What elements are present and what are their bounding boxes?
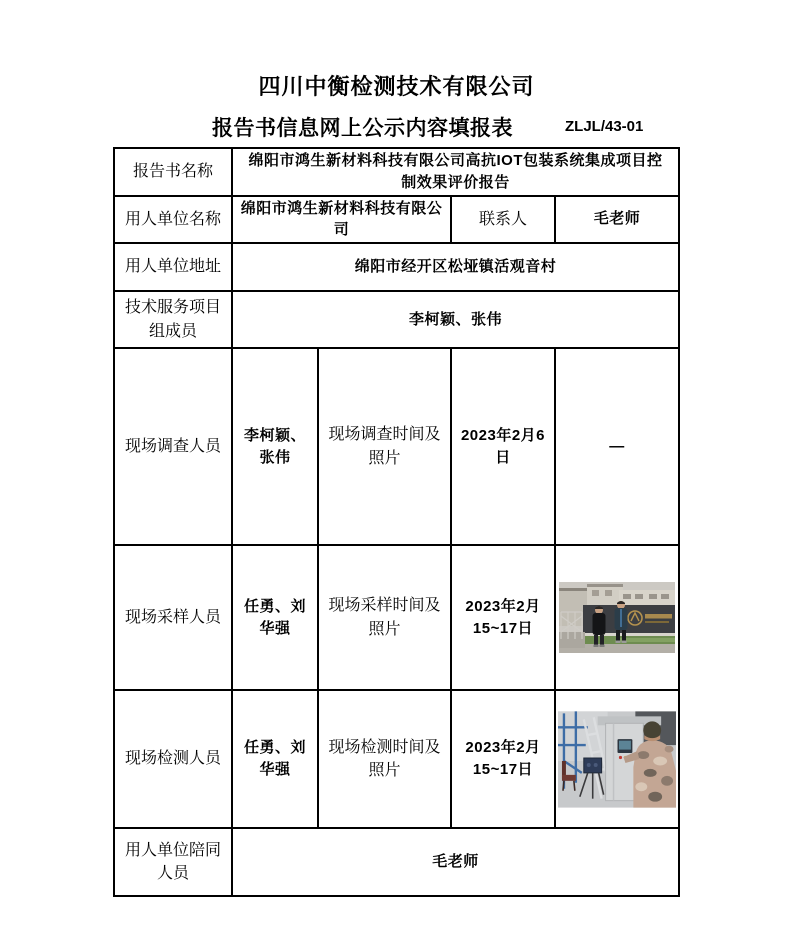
site-sampling-time-value: 2023年2月 15~17日: [451, 545, 555, 690]
form-code: ZLJL/43-01: [565, 118, 644, 135]
contact-label: 联系人: [451, 196, 555, 244]
row-site-survey: [114, 348, 679, 545]
form-header-row: [113, 112, 678, 142]
workshop-testing-photo: [558, 711, 676, 808]
site-sampling-photo-cell: [555, 545, 679, 690]
site-testing-personnel: 任勇、刘 华强: [232, 690, 318, 828]
project-team-value: 李柯颖、张伟: [232, 291, 679, 348]
employer-name-label: 用人单位名称: [114, 196, 232, 244]
site-sampling-personnel: 任勇、刘 华强: [232, 545, 318, 690]
row-site-testing: [114, 690, 679, 828]
project-team-label: 技术服务项目 组成员: [114, 291, 232, 348]
employer-address-value: 绵阳市经开区松垭镇活观音村: [232, 243, 679, 291]
site-survey-photo-placeholder: —: [555, 348, 679, 545]
factory-entrance-photo: [559, 582, 675, 653]
accompanying-label: 用人单位陪同 人员: [114, 828, 232, 896]
site-survey-label: 现场调查人员: [114, 348, 232, 545]
report-name-value: 绵阳市鸿生新材料科技有限公司高抗IOT包装系统集成项目控 制效果评价报告: [232, 148, 679, 196]
site-testing-label: 现场检测人员: [114, 690, 232, 828]
employer-name-value: 绵阳市鸿生新材料科技有限公司: [232, 196, 451, 244]
site-sampling-label: 现场采样人员: [114, 545, 232, 690]
form-title: 报告书信息网上公示内容填报表: [212, 117, 513, 140]
row-site-sampling: [114, 545, 679, 690]
employer-address-label: 用人单位地址: [114, 243, 232, 291]
contact-value: 毛老师: [555, 196, 679, 244]
row-project-team: [114, 291, 679, 348]
row-accompanying: [114, 828, 679, 896]
site-testing-time-label: 现场检测时间及 照片: [318, 690, 451, 828]
site-survey-personnel: 李柯颖、 张伟: [232, 348, 318, 545]
site-survey-time-label: 现场调查时间及 照片: [318, 348, 451, 545]
row-report-name: [114, 148, 679, 196]
accompanying-value: 毛老师: [232, 828, 679, 896]
row-employer-name: [114, 196, 679, 244]
site-sampling-time-label: 现场采样时间及 照片: [318, 545, 451, 690]
company-title: 四川中衡检测技术有限公司: [258, 74, 535, 99]
row-employer-address: [114, 243, 679, 291]
report-info-table: [113, 147, 680, 897]
report-name-label: 报告书名称: [114, 148, 232, 196]
site-testing-photo-cell: [555, 690, 679, 828]
site-survey-time-value: 2023年2月6 日: [451, 348, 555, 545]
site-testing-time-value: 2023年2月 15~17日: [451, 690, 555, 828]
